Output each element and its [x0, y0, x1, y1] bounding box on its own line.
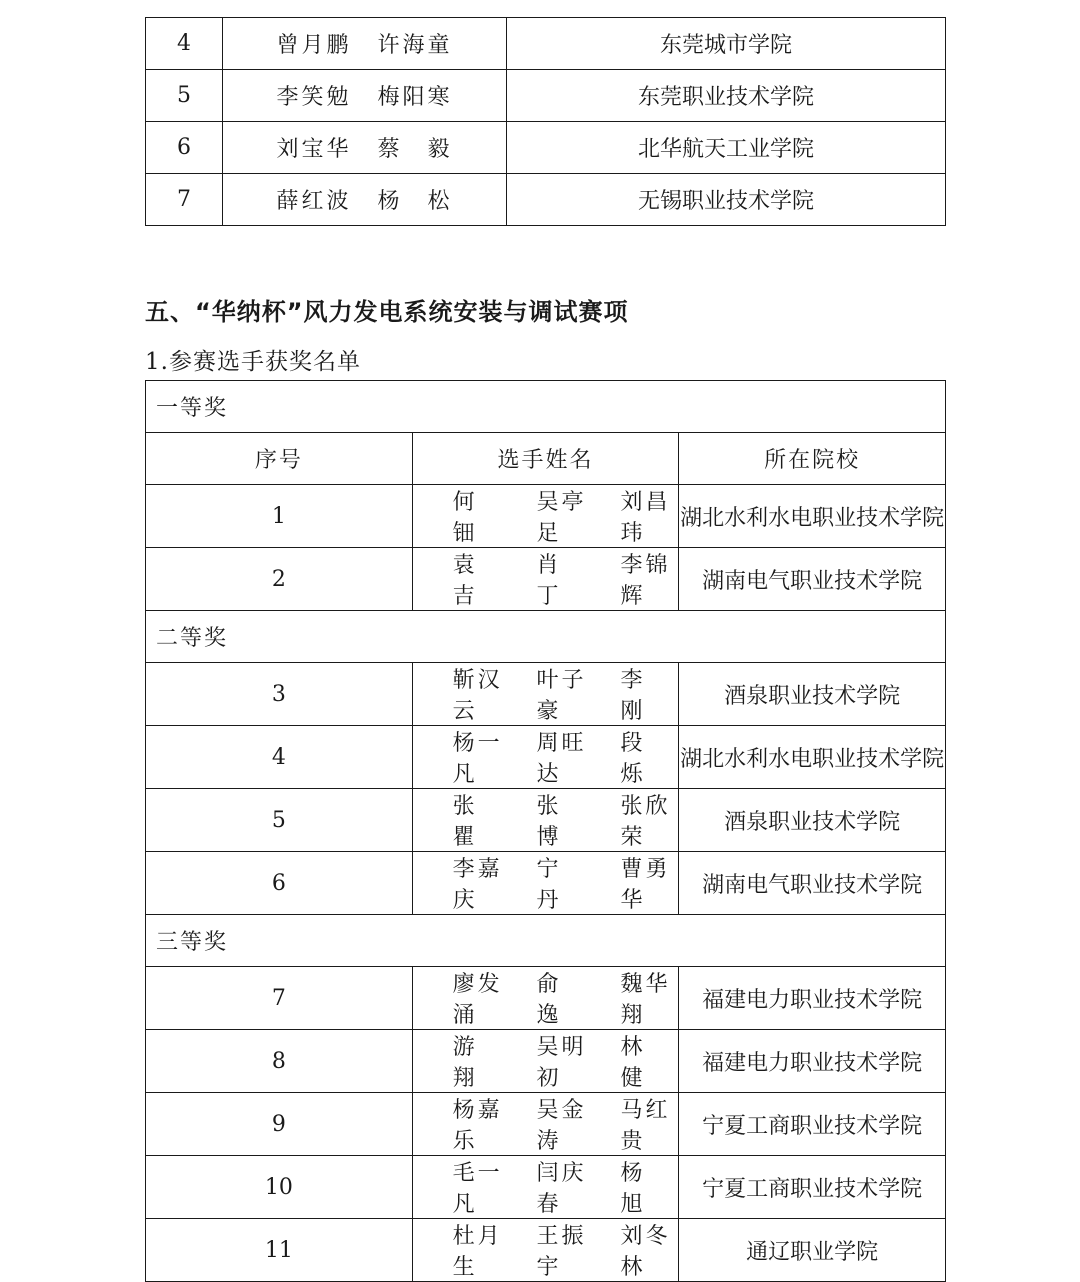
third-prize-label: 三等奖 [146, 915, 946, 967]
contestant-name: 许海童 [377, 33, 453, 58]
prize-band-row [146, 381, 946, 433]
school-name: 福建电力职业技术学院 [679, 1030, 946, 1093]
contestant-names [412, 548, 679, 611]
first-prize-label: 一等奖 [146, 381, 946, 433]
school-name: 无锡职业技术学院 [507, 174, 946, 226]
contestant-name: 李笑勉 [276, 85, 352, 110]
contestant-name: 叶子豪 [536, 668, 587, 724]
table-row [146, 1219, 946, 1282]
school-name: 东莞城市学院 [507, 18, 946, 70]
school-name: 宁夏工商职业技术学院 [679, 1093, 946, 1156]
row-number: 7 [146, 174, 223, 226]
school-name: 湖北水利水电职业技术学院 [679, 485, 946, 548]
row-number: 5 [146, 789, 413, 852]
table-row [146, 789, 946, 852]
section-title: 五、“华纳杯”风力发电系统安装与调试赛项 [145, 298, 629, 326]
column-header-school: 所在院校 [679, 433, 946, 485]
contestant-name: 毛一凡 [452, 1161, 503, 1217]
row-number: 6 [146, 122, 223, 174]
contestant-names [412, 1156, 679, 1219]
contestant-name: 曾月鹏 [276, 33, 352, 58]
row-number: 6 [146, 852, 413, 915]
table-row [146, 174, 946, 226]
contestant-names [412, 663, 679, 726]
contestant-names [223, 122, 507, 174]
contestant-names [223, 70, 507, 122]
school-name: 酒泉职业技术学院 [679, 663, 946, 726]
contestant-name: 张欣荣 [620, 794, 671, 850]
contestant-name: 杨 松 [377, 189, 453, 214]
contestant-name: 李锦辉 [620, 553, 671, 609]
contestant-name: 俞 逸 [536, 972, 587, 1028]
contestant-name: 马红贵 [620, 1098, 671, 1154]
school-name: 湖南电气职业技术学院 [679, 548, 946, 611]
school-name: 湖南电气职业技术学院 [679, 852, 946, 915]
contestant-name: 李 刚 [620, 668, 671, 724]
school-name: 东莞职业技术学院 [507, 70, 946, 122]
contestant-names [412, 852, 679, 915]
contestant-names [223, 18, 507, 70]
contestant-names [412, 967, 679, 1030]
row-number: 1 [146, 485, 413, 548]
contestant-names [412, 789, 679, 852]
contestant-name: 段 烁 [620, 731, 671, 787]
contestant-names [223, 174, 507, 226]
contestant-name: 刘昌玮 [620, 490, 671, 546]
header-row [146, 433, 946, 485]
table-row [146, 70, 946, 122]
contestant-name: 刘宝华 [276, 137, 352, 162]
second-prize-label: 二等奖 [146, 611, 946, 663]
contestant-name: 魏华翔 [620, 972, 671, 1028]
table-row [146, 122, 946, 174]
contestant-name: 曹勇华 [620, 857, 671, 913]
column-header-number: 序号 [146, 433, 413, 485]
contestant-name: 袁 吉 [452, 553, 503, 609]
school-name: 福建电力职业技术学院 [679, 967, 946, 1030]
contestant-names [412, 1093, 679, 1156]
contestant-name: 张 瞿 [452, 794, 503, 850]
school-name: 酒泉职业技术学院 [679, 789, 946, 852]
table-row [146, 726, 946, 789]
table-row [146, 967, 946, 1030]
table-row [146, 663, 946, 726]
contestant-name: 王振宇 [536, 1224, 587, 1280]
school-name: 北华航天工业学院 [507, 122, 946, 174]
prize-band-row [146, 915, 946, 967]
contestant-name: 薛红波 [276, 189, 352, 214]
contestant-names [412, 485, 679, 548]
row-number: 4 [146, 726, 413, 789]
contestant-name: 吴亭足 [536, 490, 587, 546]
contestant-name: 梅阳寒 [377, 85, 453, 110]
top-award-table [145, 17, 946, 226]
contestant-name: 蔡 毅 [377, 137, 453, 162]
contestant-names [412, 1030, 679, 1093]
row-number: 3 [146, 663, 413, 726]
contestant-name: 廖发涌 [452, 972, 503, 1028]
row-number: 2 [146, 548, 413, 611]
top-table-body [146, 18, 946, 226]
column-header-names: 选手姓名 [412, 433, 679, 485]
prize-band-row [146, 611, 946, 663]
contestant-name: 杨一凡 [452, 731, 503, 787]
contestant-name: 宁 丹 [536, 857, 587, 913]
contestant-names [412, 726, 679, 789]
contestant-name: 闫庆春 [536, 1161, 587, 1217]
school-name: 宁夏工商职业技术学院 [679, 1156, 946, 1219]
contestant-name: 杨 旭 [620, 1161, 671, 1217]
contestant-name: 吴明初 [536, 1035, 587, 1091]
contestant-name: 何 钿 [452, 490, 503, 546]
row-number: 7 [146, 967, 413, 1030]
school-name: 通辽职业学院 [679, 1219, 946, 1282]
table-row [146, 18, 946, 70]
school-name: 湖北水利水电职业技术学院 [679, 726, 946, 789]
row-number: 9 [146, 1093, 413, 1156]
row-number: 5 [146, 70, 223, 122]
contestant-name: 李嘉庆 [452, 857, 503, 913]
table-row [146, 485, 946, 548]
row-number: 8 [146, 1030, 413, 1093]
contestant-name: 林 健 [620, 1035, 671, 1091]
table-row [146, 548, 946, 611]
row-number: 10 [146, 1156, 413, 1219]
contestant-name: 肖 丁 [536, 553, 587, 609]
table-row [146, 1030, 946, 1093]
contestant-name: 周旺达 [536, 731, 587, 787]
table-row [146, 852, 946, 915]
award-table [145, 380, 946, 1282]
row-number: 11 [146, 1219, 413, 1282]
contestant-name: 刘冬林 [620, 1224, 671, 1280]
contestant-name: 张 博 [536, 794, 587, 850]
row-number: 4 [146, 18, 223, 70]
subsection-title: 1.参赛选手获奖名单 [145, 349, 361, 375]
contestant-name: 游 翔 [452, 1035, 503, 1091]
table-row [146, 1156, 946, 1219]
contestant-name: 吴金涛 [536, 1098, 587, 1154]
contestant-names [412, 1219, 679, 1282]
contestant-name: 杜月生 [452, 1224, 503, 1280]
award-table-body [146, 381, 946, 1282]
table-row [146, 1093, 946, 1156]
contestant-name: 靳汉云 [452, 668, 503, 724]
contestant-name: 杨嘉乐 [452, 1098, 503, 1154]
